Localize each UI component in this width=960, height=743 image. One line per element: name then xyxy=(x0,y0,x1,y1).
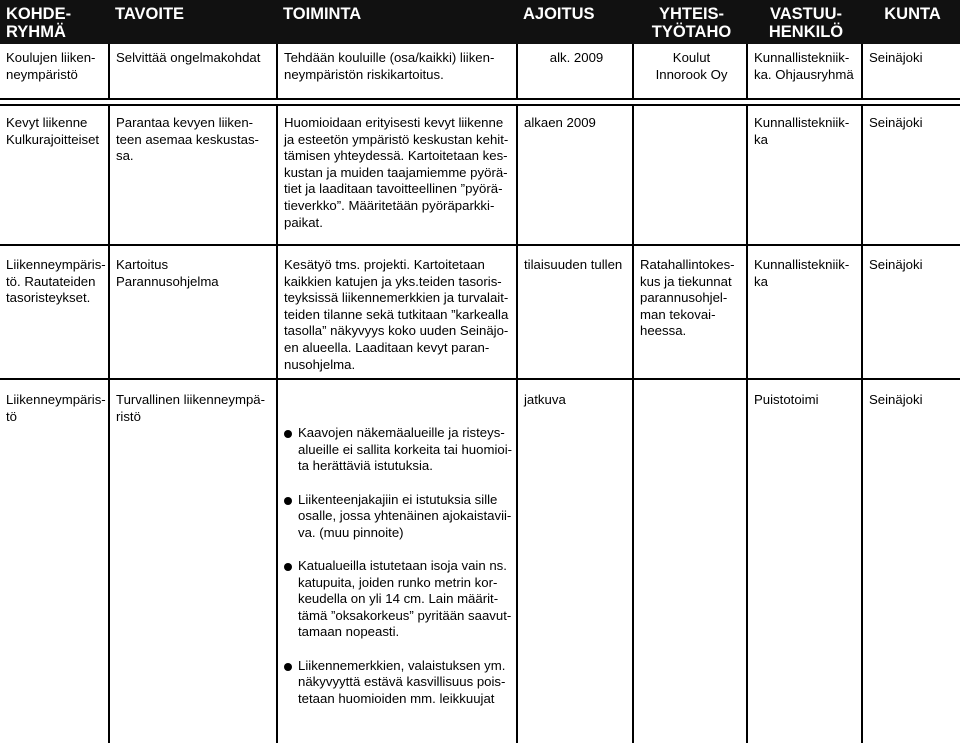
cell-yhteistyotaho: Ratahallintokes- kus ja tiekunnat parannusohjel- man tekovai- heessa. xyxy=(633,245,747,379)
table-row xyxy=(0,245,960,379)
header-tavoite: TAVOITE xyxy=(109,0,277,44)
bullet-item: Kaavojen näkemäalueille ja risteys- alueille ei sallita korkeita tai huomioi- ta herättäviä istutuksia. xyxy=(280,425,513,475)
header-toiminta: TOIMINTA xyxy=(277,0,517,44)
header-yhteistyotaho: YHTEIS- TYÖTAHO xyxy=(633,0,747,44)
cell-ajoitus: jatkuva xyxy=(517,379,633,743)
header-vastuuhenkilo: VASTUU- HENKILÖ xyxy=(747,0,862,44)
table-row xyxy=(0,379,960,743)
toiminta-bullet-list xyxy=(280,409,513,724)
cell-tavoite: Selvittää ongelmakohdat xyxy=(109,44,277,99)
bullet-item: Liikennemerkkien, valaistuksen ym. näkyvyyttä estävä kasvillisuus pois- tetaan huomioiden mm. leikkuujat xyxy=(280,658,513,708)
bullet-item: Katualueilla istutetaan isoja vain ns. katupuita, joiden runko metrin kor- keudella on yli 14 cm. Lain määrit- tämä ”oksakorkeus” pyritään saavut- tamaan nopeasti. xyxy=(280,558,513,641)
cell-ajoitus: tilaisuuden tullen xyxy=(517,245,633,379)
cell-kohderyhma: Kevyt liikenne Kulkurajoitteiset xyxy=(0,105,109,245)
cell-vastuuhenkilo: Kunnallistekniik- ka xyxy=(747,105,862,245)
cell-toiminta: Kesätyö tms. projekti. Kartoitetaan kaikkien katujen ja yks.teiden tasoris- teyksissä liikennemerkkien ja turvalait- teiden tilanne sekä tutkitaan ”karkealla tasolla” näkyvyys koko uuden Seinäjo- en alueella. Laaditaan kevyt paran- nusohjelma. xyxy=(277,245,517,379)
cell-kunta: Seinäjoki xyxy=(862,245,960,379)
cell-ajoitus: alk. 2009 xyxy=(517,44,633,99)
header-row xyxy=(0,0,960,44)
cell-kunta: Seinäjoki xyxy=(862,44,960,99)
cell-kohderyhma: Koulujen liiken- neympäristö xyxy=(0,44,109,99)
cell-vastuuhenkilo: Puistotoimi xyxy=(747,379,862,743)
header-kohderyhma: KOHDE- RYHMÄ xyxy=(0,0,109,44)
cell-yhteistyotaho xyxy=(633,379,747,743)
cell-tavoite: Kartoitus Parannusohjelma xyxy=(109,245,277,379)
cell-ajoitus: alkaen 2009 xyxy=(517,105,633,245)
cell-yhteistyotaho: Koulut Innorook Oy xyxy=(633,44,747,99)
header-ajoitus: AJOITUS xyxy=(517,0,633,44)
cell-kunta: Seinäjoki xyxy=(862,105,960,245)
cell-kohderyhma: Liikenneympäris- tö. Rautateiden tasoristeykset. xyxy=(0,245,109,379)
bullet-item: Liikenteenjakajiin ei istutuksia sille osalle, jossa yhtenäinen ajokaistavii- va. (muu pinnoite) xyxy=(280,492,513,542)
table-row xyxy=(0,44,960,99)
cell-vastuuhenkilo: Kunnallistekniik- ka. Ohjausryhmä xyxy=(747,44,862,99)
cell-tavoite: Turvallinen liikenneympä- ristö xyxy=(109,379,277,743)
cell-toiminta: Tehdään kouluille (osa/kaikki) liiken- neympäristön riskikartoitus. xyxy=(277,44,517,99)
cell-vastuuhenkilo: Kunnallistekniik- ka xyxy=(747,245,862,379)
cell-tavoite: Parantaa kevyen liiken- teen asemaa keskustas- sa. xyxy=(109,105,277,245)
cell-toiminta xyxy=(277,379,517,743)
cell-kunta: Seinäjoki xyxy=(862,379,960,743)
cell-kohderyhma: Liikenneympäris- tö xyxy=(0,379,109,743)
table-row xyxy=(0,105,960,245)
cell-yhteistyotaho xyxy=(633,105,747,245)
header-kunta: KUNTA xyxy=(862,0,960,44)
cell-toiminta: Huomioidaan erityisesti kevyt liikenne ja esteetön ympäristö keskustan kehit- tämisen yhteydessä. Kartoitetaan kes- kustan ja muiden taajamiemme pyörä- tiet ja laaditaan tavoitteellinen ”pyörä- tieverkko”. Määritetään pyöräparkki- paikat. xyxy=(277,105,517,245)
